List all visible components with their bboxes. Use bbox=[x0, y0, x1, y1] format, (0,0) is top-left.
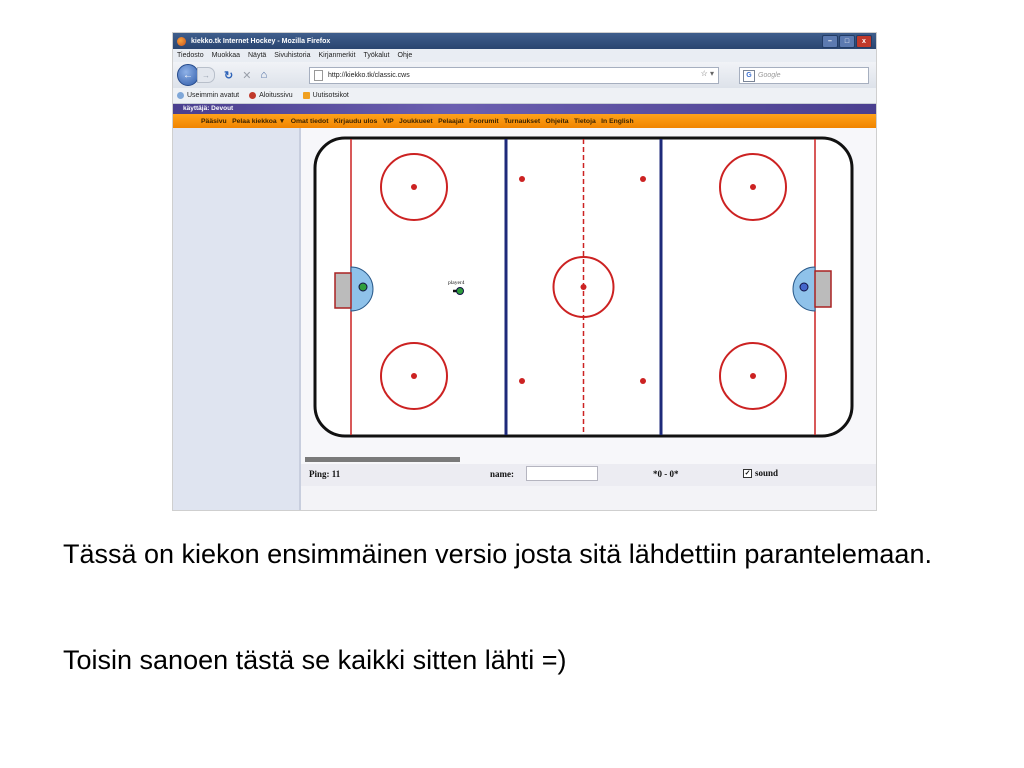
logged-in-user: käyttäjä: Devout bbox=[183, 105, 234, 112]
web-page bbox=[173, 104, 876, 510]
bookmark-label: Useimmin avatut bbox=[187, 92, 240, 99]
search-bar[interactable] bbox=[739, 67, 869, 84]
stop-icon[interactable]: ✕ bbox=[242, 69, 252, 82]
neutral-zone-dot bbox=[640, 176, 646, 182]
player-label: player4 bbox=[448, 280, 465, 286]
site-menu-teams[interactable]: Joukkueet bbox=[399, 117, 433, 125]
faceoff-dot bbox=[750, 373, 756, 379]
menu-file[interactable]: Tiedosto bbox=[177, 52, 204, 59]
goalie-right bbox=[800, 283, 808, 291]
sound-checkbox[interactable]: ✓ bbox=[744, 468, 751, 477]
url-text: http://kiekko.tk/classic.cws bbox=[328, 72, 410, 79]
back-button[interactable]: ← bbox=[177, 64, 199, 86]
site-menu-logout[interactable]: Kirjaudu ulos bbox=[333, 117, 378, 125]
sound-label: sound bbox=[755, 468, 779, 478]
faceoff-dot bbox=[411, 373, 417, 379]
site-menu-vip[interactable]: VIP bbox=[382, 117, 394, 125]
bookmark-icon bbox=[177, 92, 184, 99]
site-menu-home[interactable]: Pääsivu bbox=[201, 117, 227, 125]
menu-help[interactable]: Ohje bbox=[397, 52, 413, 59]
firefox-icon bbox=[249, 92, 256, 99]
google-icon[interactable]: G bbox=[743, 70, 755, 82]
window-title: kiekko.tk Internet Hockey - Mozilla Firefox bbox=[191, 37, 331, 45]
goal-net-right bbox=[815, 271, 831, 307]
firefox-icon bbox=[177, 37, 186, 46]
bookmark-label: Uutisotsikot bbox=[312, 92, 349, 99]
neutral-zone-dot bbox=[519, 378, 525, 384]
faceoff-dot bbox=[411, 184, 417, 190]
player-marker bbox=[457, 288, 464, 295]
browser-menubar bbox=[173, 49, 876, 62]
navigation-toolbar bbox=[173, 62, 876, 88]
page-icon bbox=[314, 70, 323, 81]
site-menu-players[interactable]: Pelaajat bbox=[438, 117, 464, 125]
sound-toggle[interactable] bbox=[743, 468, 778, 478]
bookmark-most-visited[interactable] bbox=[173, 92, 239, 99]
menu-view[interactable]: Näytä bbox=[248, 52, 267, 59]
user-strip bbox=[173, 104, 876, 114]
site-menu-play[interactable]: Pelaa kiekkoa ▼ bbox=[232, 117, 286, 125]
url-bar[interactable] bbox=[309, 67, 719, 84]
bookmarks-toolbar bbox=[173, 88, 876, 104]
search-placeholder: Google bbox=[758, 72, 781, 79]
site-menu-english[interactable]: In English bbox=[601, 117, 634, 125]
faceoff-dot bbox=[750, 184, 756, 190]
ping-readout: Ping: 11 bbox=[309, 469, 341, 479]
window-title-bar bbox=[173, 33, 876, 49]
hockey-rink[interactable] bbox=[301, 128, 876, 458]
reload-icon[interactable]: ↻ bbox=[224, 69, 234, 82]
close-button[interactable]: x bbox=[856, 35, 872, 48]
forward-button[interactable]: → bbox=[197, 67, 215, 83]
left-sidebar bbox=[173, 128, 301, 510]
name-label: name: bbox=[490, 469, 514, 479]
home-icon[interactable]: ⌂ bbox=[260, 69, 268, 81]
center-faceoff-dot bbox=[581, 284, 587, 290]
window-controls bbox=[822, 35, 872, 48]
name-input[interactable] bbox=[526, 466, 598, 481]
site-menu bbox=[173, 114, 876, 128]
neutral-zone-dot bbox=[640, 378, 646, 384]
menu-history[interactable]: Sivuhistoria bbox=[274, 52, 311, 59]
score-display: *0 - 0* bbox=[653, 469, 679, 479]
menu-bookmarks[interactable]: Kirjanmerkit bbox=[318, 52, 356, 59]
slide-text-line-1: Tässä on kiekon ensimmäinen versio josta sitä lähdettiin parantelemaan. bbox=[63, 539, 932, 569]
bookmark-star-icon[interactable]: ☆ ▾ bbox=[700, 69, 714, 78]
goalie-left bbox=[359, 283, 367, 291]
site-menu-profile[interactable]: Omat tiedot bbox=[290, 117, 329, 125]
slide-text-line-2: Toisin sanoen tästä se kaikki sitten lähti =) bbox=[63, 645, 567, 675]
rss-icon bbox=[303, 92, 310, 99]
site-menu-about[interactable]: Tietoja bbox=[573, 117, 596, 125]
minimize-button[interactable]: – bbox=[822, 35, 838, 48]
horizontal-scrollbar[interactable] bbox=[305, 457, 460, 462]
site-menu-forums[interactable]: Foorumit bbox=[469, 117, 499, 125]
menu-edit[interactable]: Muokkaa bbox=[211, 52, 240, 59]
page-footer-area bbox=[301, 486, 876, 510]
menu-tools[interactable]: Työkalut bbox=[363, 52, 390, 59]
game-area bbox=[301, 128, 876, 510]
bookmark-label: Aloitussivu bbox=[259, 92, 293, 99]
goal-net-left bbox=[335, 273, 351, 308]
bookmark-news[interactable] bbox=[299, 92, 349, 99]
maximize-button[interactable]: □ bbox=[839, 35, 855, 48]
game-status-row bbox=[301, 464, 876, 486]
bookmark-start-page[interactable] bbox=[245, 92, 292, 99]
site-menu-help[interactable]: Ohjeita bbox=[545, 117, 569, 125]
screenshot bbox=[173, 33, 876, 510]
site-menu-tournaments[interactable]: Turnaukset bbox=[504, 117, 541, 125]
neutral-zone-dot bbox=[519, 176, 525, 182]
